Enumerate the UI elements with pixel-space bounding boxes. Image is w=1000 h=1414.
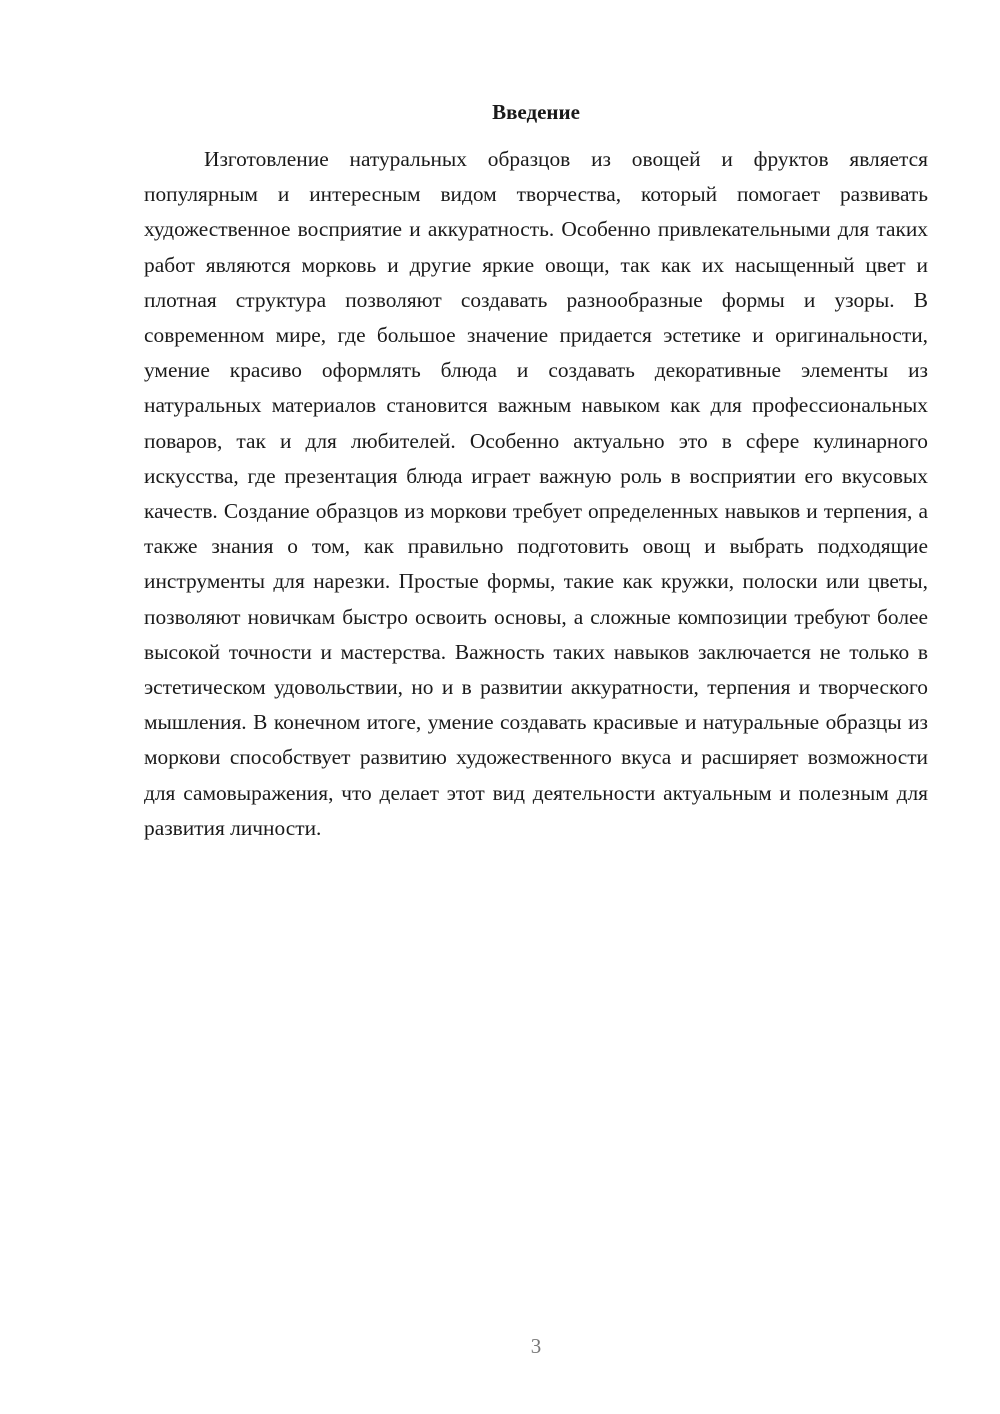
section-heading: Введение [492,100,580,124]
page-number: 3 [530,1334,542,1358]
body-paragraph: Изготовление натуральных образцов из овощей и фруктов является популярным и интересным видом творчества, который помогает развивать художественное восприятие и аккуратность. Особенно привлекательными для таких работ являются морковь и другие яркие овощи, так как их насыщенный цвет и плотная структура позволяют создавать разнообразные формы и узоры. В современном мире, где большое значение придается эстетике и оригинальности, умение красиво оформлять блюда и создавать декоративные элементы из натуральных материалов становится важным навыком как для профессиональных поваров, так и для любителей. Особенно актуально это в сфере кулинарного искусства, где презентация блюда играет важную роль в восприятии его вкусовых качеств. Создание образцов из моркови требует определенных навыков и терпения, а также знания о том, как правильно подготовить овощ и выбрать подходящие инструменты для нарезки. Простые формы, такие как кружки, полоски или цветы, позволяют новичкам быстро освоить основы, а сложные композиции требуют более высокой точности и мастерства. Важность таких навыков заключается не только в эстетическом удовольствии, но и в развитии аккуратности, терпения и творческого мышления. В конечном итоге, умение создавать красивые и натуральные образцы из моркови способствует развитию художественного вкуса и расширяет возможности для самовыражения, что делает этот вид деятельности актуальным и полезным для развития личности. [144,147,928,840]
